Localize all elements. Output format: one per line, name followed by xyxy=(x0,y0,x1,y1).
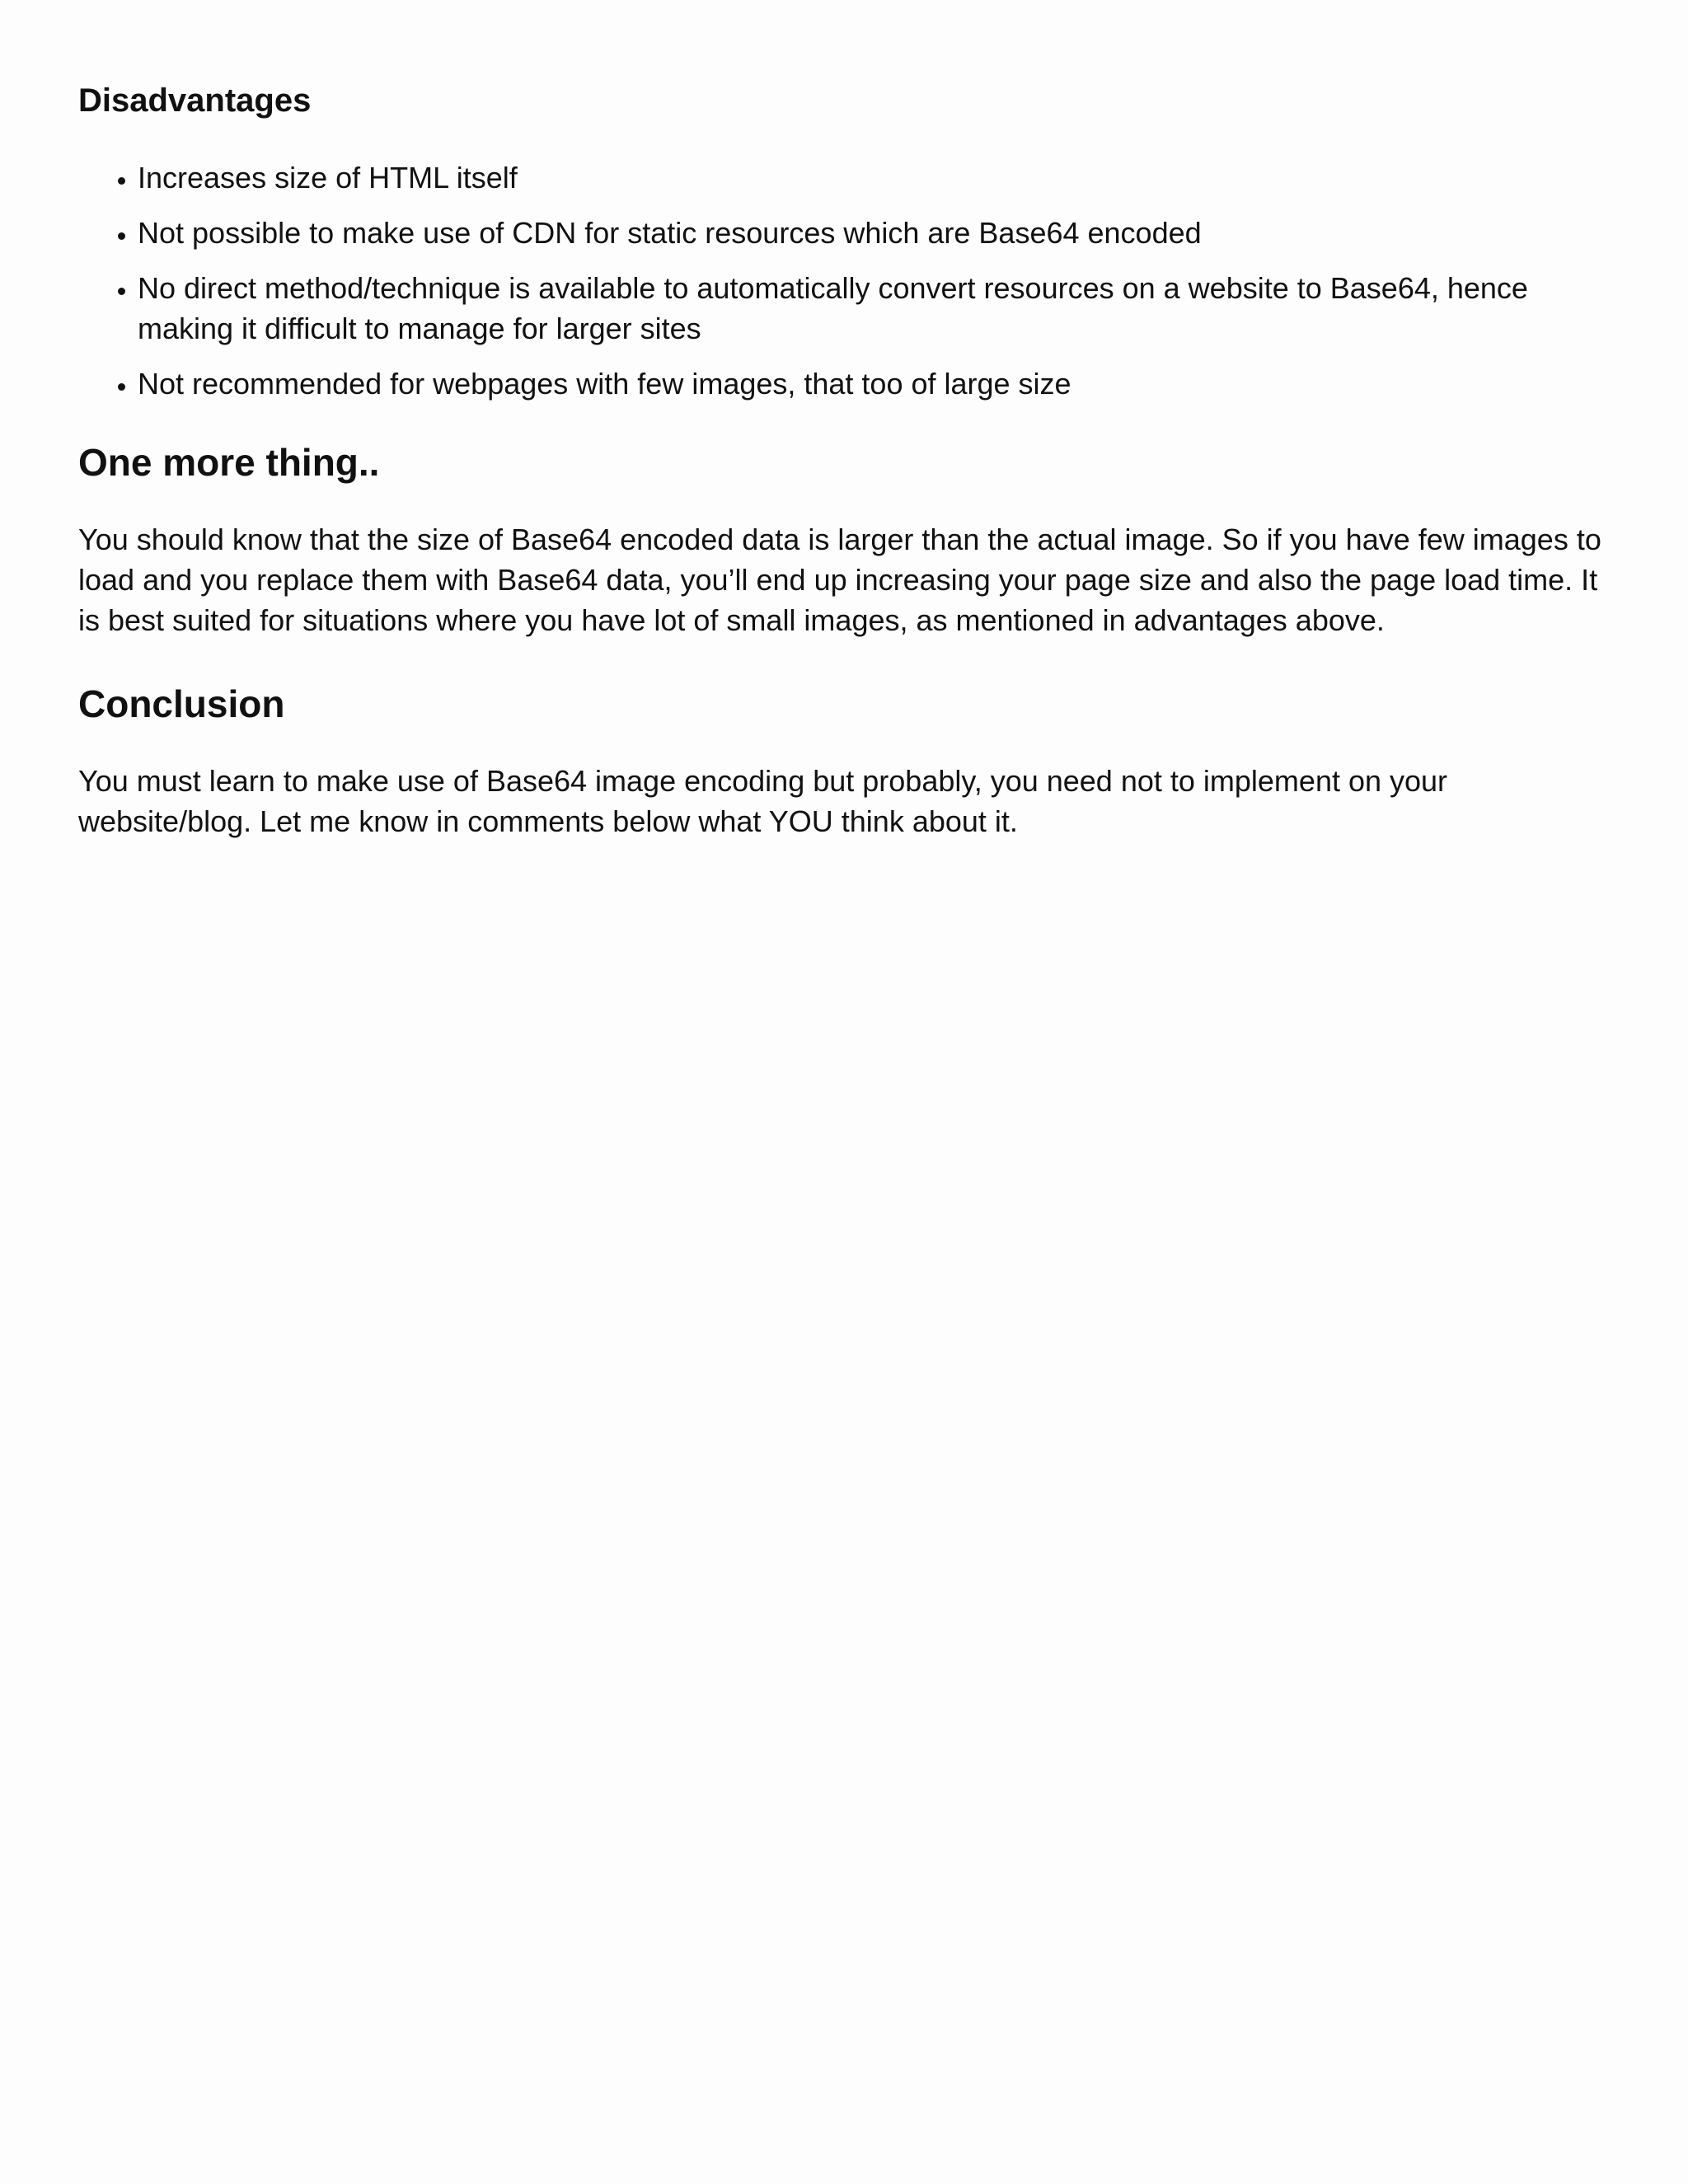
list-item: • Increases size of HTML itself xyxy=(138,157,1610,198)
disadvantages-list xyxy=(78,157,1610,404)
conclusion-heading: Conclusion xyxy=(78,682,285,725)
list-item: • No direct method/technique is available to automatically convert resources on a website to Base64, hence making it difficult to manage for larger sites xyxy=(138,268,1610,349)
one-more-thing-heading: One more thing.. xyxy=(78,441,380,484)
one-more-thing-paragraph: You should know that the size of Base64 encoded data is larger than the actual image. So if you have few images to load and you replace them with Base64 data, you’ll end up increasing your page size and also the page load time. It is best suited for situations where you have lot of small images, as mentioned in advantages above. xyxy=(78,523,1601,637)
list-item: • Not recommended for webpages with few images, that too of large size xyxy=(138,363,1610,404)
disadvantages-heading: Disadvantages xyxy=(78,82,312,119)
conclusion-paragraph: You must learn to make use of Base64 image encoding but probably, you need not to implement on your website/blog. Let me know in comments below what YOU think about it. xyxy=(78,764,1448,838)
list-item: • Not possible to make use of CDN for static resources which are Base64 encoded xyxy=(138,213,1610,253)
